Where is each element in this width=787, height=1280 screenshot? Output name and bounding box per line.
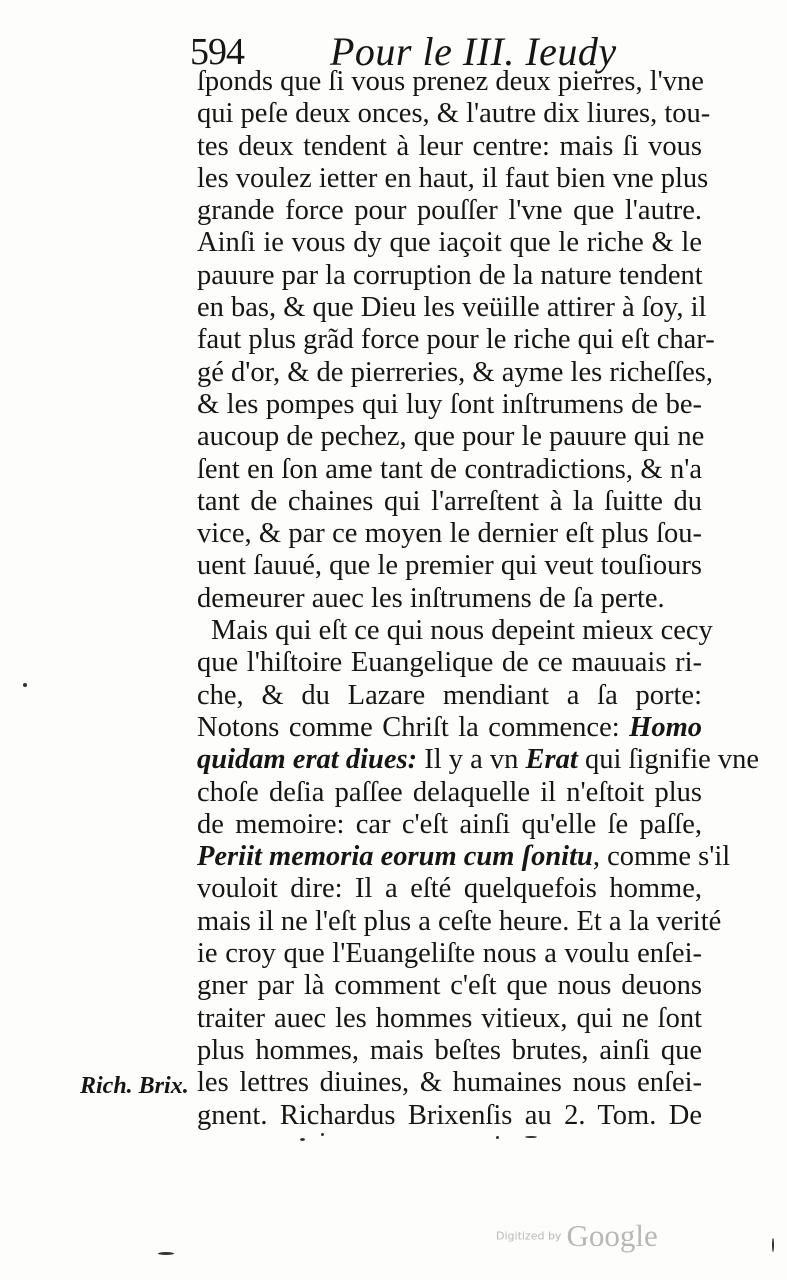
latin-phrase: Homo	[629, 711, 702, 743]
margin-note: Rich. Brix.	[80, 1073, 189, 1099]
text-line: de memoire: car c'eſt ainſi qu'elle ſe paſſe,	[197, 808, 702, 840]
text-line: ie croy que l'Euangeliſte nous a voulu enſei-	[197, 938, 702, 970]
text-line: traiter auec les hommes vitieux, qui ne ſont	[197, 1002, 702, 1034]
text-line: choſe deſia paſſee delaquelle il n'eſtoit plus	[197, 776, 702, 808]
digitized-watermark	[496, 1218, 658, 1254]
latin-phrase: quidam erat diues:	[197, 744, 418, 776]
text-line: plus hommes, mais beſtes brutes, ainſi que	[197, 1034, 702, 1066]
text-line: les lettres diuines, & humaines nous enſei-	[197, 1067, 702, 1099]
text-segment: Notons comme Chriſt la commence:	[197, 711, 620, 743]
text-line: gé d'or, & de pierreries, & ayme les richeſſes,	[197, 356, 714, 388]
text-line	[197, 744, 760, 776]
watermark-small-text: Digitized by	[496, 1229, 562, 1243]
text-line: ſent en ſon ame tant de contradictions, & n'a	[197, 453, 702, 485]
text-line: vouloit dire: Il a eſté quelquefois homme,	[197, 873, 702, 905]
text-line: che, & du Lazare mendiant a ſa porte:	[197, 679, 702, 711]
text-line: gner par là comment c'eſt que nous deuons	[197, 970, 702, 1002]
text-line: mais il ne l'eſt plus a ceſte heure. Et a la verité	[197, 905, 722, 937]
ink-speck	[23, 683, 27, 687]
text-line: gnent. Richardus Brixenſis au 2. Tom. De	[197, 1099, 702, 1131]
ink-speck	[496, 1136, 499, 1139]
text-line: uent ſauué, que le premier qui veut touſiours	[197, 550, 702, 582]
text-line	[197, 841, 731, 873]
running-title: Pour le III. Ieudy	[330, 29, 617, 74]
text-line: Ainſi ie vous dy que iaçoit que le riche & le	[197, 227, 702, 259]
text-line: Mais qui eſt ce qui nous depeint mieux cecy	[211, 615, 713, 647]
page-number: 594	[190, 31, 244, 73]
text-line: faut plus grãd force pour le riche qui eſt char-	[197, 324, 715, 356]
ink-speck	[321, 1133, 324, 1136]
text-line: en bas, & que Dieu les veüille attirer à ſoy, il	[197, 292, 707, 324]
text-segment: , comme s'il	[592, 841, 731, 873]
text-line: pauure par la corruption de la nature tendent	[197, 259, 703, 291]
body-text	[197, 66, 760, 1132]
text-line: & les pompes qui luy ſont inſtrumens de be-	[197, 388, 702, 420]
text-segment: Il y a vn	[424, 744, 519, 776]
text-line: aucoup de pechez, que pour le pauure qui ne	[197, 421, 705, 453]
ink-speck	[300, 1138, 305, 1141]
text-line	[197, 712, 702, 744]
text-line: que l'hiſtoire Euangelique de ce mauuais ri-	[197, 647, 702, 679]
ink-speck	[525, 1136, 537, 1138]
watermark-logo-text: Google	[566, 1218, 658, 1253]
latin-phrase: Periit memoria eorum cum ſonitu	[197, 841, 593, 873]
ink-speck	[158, 1252, 174, 1255]
ink-speck	[772, 1238, 774, 1252]
text-line: les voulez ietter en haut, il faut bien vne plus	[197, 162, 709, 194]
text-line: tes deux tendent à leur centre: mais ſi vous	[197, 130, 702, 162]
text-line: qui peſe deux onces, & l'autre dix liures, tou-	[197, 98, 711, 130]
text-line: grande force pour pouſſer l'vne que l'autre.	[197, 195, 702, 227]
text-line: vice, & par ce moyen le dernier eſt plus ſou-	[197, 518, 702, 550]
text-line: demeurer auec les inſtrumens de ſa perte.	[197, 582, 665, 614]
text-line: ſponds que ſi vous prenez deux pierres, l'vne	[197, 66, 704, 97]
text-segment: qui ſignifie vne	[584, 744, 760, 776]
latin-phrase: Erat	[525, 744, 578, 776]
text-line: tant de chaines qui l'arreſtent à la ſuitte du	[197, 485, 702, 517]
